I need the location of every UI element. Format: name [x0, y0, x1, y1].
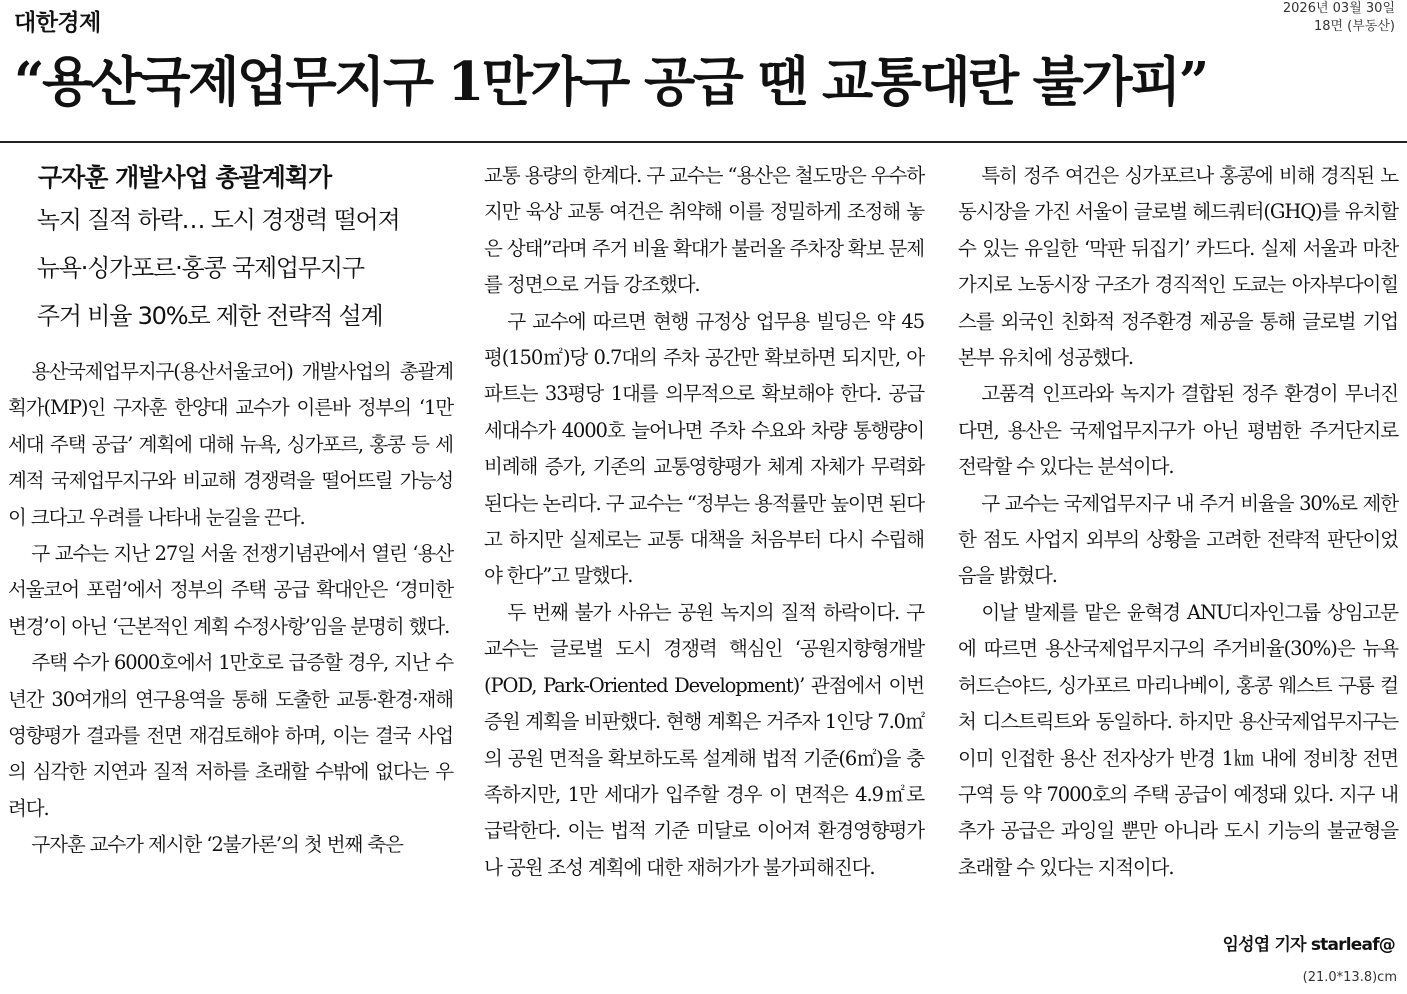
- subhead-line: 뉴욕·싱가포르·홍콩 국제업무지구: [36, 254, 364, 282]
- body-paragraph: 특히 정주 여건은 싱가포르나 홍콩에 비해 경직된 노동시장을 가진 서울이 글로벌 헤드쿼터(GHQ)를 유치할 수 있는 유일한 ‘막판 뒤집기’ 카드다. 실제 서울과 마찬가지로 노동시장 구조가 경직적인 도쿄는 아자부다이힐스를 외국인 친화적 정주환경 제공을 통해 글로벌 기업 본부 유치에 성공했다.: [958, 164, 1398, 370]
- body-paragraph: 두 번째 불가 사유는 공원 녹지의 질적 하락이다. 구 교수는 글로벌 도시 경쟁력 핵심인 ‘공원지향형개발(POD, Park-Oriented Development)’ 관점에서 이번 증원 계획을 비판했다. 현행 계획은 거주자 1인당 7.0㎡의 공원 면적을 확보하도록 설계해 법적 기준(6㎡)을 충족하지만, 1만 세대가 입주할 경우 이 면적은 4.9㎡로 급락한다. 이는 법적 기준 미달로 이어져 환경영향평가나 공원 조성 계획에 대한 재허가가 불가피해진다.: [484, 600, 924, 879]
- body-paragraph: 구자훈 교수가 제시한 ‘2불가론’의 첫 번째 축은: [31, 833, 403, 857]
- subhead-main: 구자훈 개발사업 총괄계획가: [38, 163, 332, 192]
- body-paragraph: 구 교수는 지난 27일 서울 전쟁기념관에서 열린 ‘용산서울코어 포럼’에서 정부의 주택 공급 확대안은 ‘경미한 변경’이 아닌 ‘근본적인 계획 수정사항’임을 분명히 했다.: [8, 542, 453, 638]
- article-column-3: [958, 158, 1398, 886]
- body-paragraph: 용산국제업무지구(용산서울코어) 개발사업의 총괄계획가(MP)인 구자훈 한양대 교수가 이른바 정부의 ‘1만 세대 주택 공급’ 계획에 대해 뉴욕, 싱가포르, 홍콩 등 세계적 국제업무지구와 비교해 경쟁력을 떨어뜨릴 가능성이 크다고 우려를 나타내 눈길을 끈다.: [8, 360, 453, 529]
- body-paragraph: 이날 발제를 맡은 윤혁경 ANU디자인그룹 상임고문에 따르면 용산국제업무지구의 주거비율(30%)은 뉴욕 허드슨야드, 싱가포르 마리나베이, 홍콩 웨스트 구룡 컬처 디스트릭트와 동일하다. 하지만 용산국제업무지구는 이미 인접한 용산 전자상가 반경 1㎞ 내에 정비창 전면구역 등 약 7000호의 주택 공급이 예정돼 있다. 지구 내 추가 공급은 과잉일 뿐만 아니라 도시 기능의 불균형을 초래할 수 있다는 지적이다.: [958, 600, 1398, 879]
- subhead-line: 주거 비율 30%로 제한 전략적 설계: [36, 302, 383, 330]
- body-paragraph: 구 교수에 따르면 현행 규정상 업무용 빌딩은 약 45평(150㎡)당 0.7대의 주차 공간만 확보하면 되지만, 아파트는 33평당 1대를 의무적으로 확보해야 한다. 공급 세대수가 4000호 늘어나면 주차 수요와 차량 통행량이 비례해 증가, 기존의 교통영향평가 체계 자체가 무력화된다는 논리다. 구 교수는 “정부는 용적률만 높이면 된다고 하지만 실제로는 교통 대책을 처음부터 다시 수립해야 한다”고 말했다.: [484, 309, 924, 588]
- body-paragraph: 주택 수가 6000호에서 1만호로 급증할 경우, 지난 수년간 30여개의 연구용역을 통해 도출한 교통·환경·재해 영향평가 결과를 전면 재검토해야 하며, 이는 결국 사업의 심각한 지연과 질적 저하를 초래할 수밖에 없다는 우려다.: [8, 651, 453, 820]
- body-paragraph: 교통 용량의 한계다. 구 교수는 “용산은 철도망은 우수하지만 육상 교통 여건은 취약해 이를 정밀하게 조정해 놓은 상태”라며 주거 비율 확대가 불러올 주차장 확보 문제를 정면으로 거듭 강조했다.: [484, 164, 924, 297]
- headline-divider: [0, 141, 1407, 143]
- article-headline: “용산국제업무지구 1만가구 공급 땐 교통대란 불가피”: [14, 51, 1207, 113]
- body-paragraph: 구 교수는 국제업무지구 내 주거 비율을 30%로 제한한 점도 사업지 외부의 상황을 고려한 전략적 판단이었음을 밝혔다.: [958, 491, 1398, 588]
- article-column-1: [8, 160, 453, 864]
- article-column-2: [484, 158, 924, 886]
- reporter-byline: 임성엽 기자 starleaf@: [1222, 935, 1395, 955]
- page-section: 18면 (부동산): [1313, 19, 1395, 34]
- newspaper-masthead: 대한경제: [14, 10, 101, 36]
- subhead-line: 녹지 질적 하락… 도시 경쟁력 떨어져: [36, 206, 400, 234]
- subheads: [8, 160, 453, 340]
- body-paragraph: 고품격 인프라와 녹지가 결합된 정주 환경이 무너진다면, 용산은 국제업무지구가 아닌 평범한 주거단지로 전락할 수 있다는 분석이다.: [958, 382, 1398, 479]
- dateline: [1283, 0, 1395, 36]
- publication-date: 2026년 03월 30일: [1282, 1, 1395, 16]
- article-size-note: (21.0*13.8)cm: [1302, 970, 1397, 985]
